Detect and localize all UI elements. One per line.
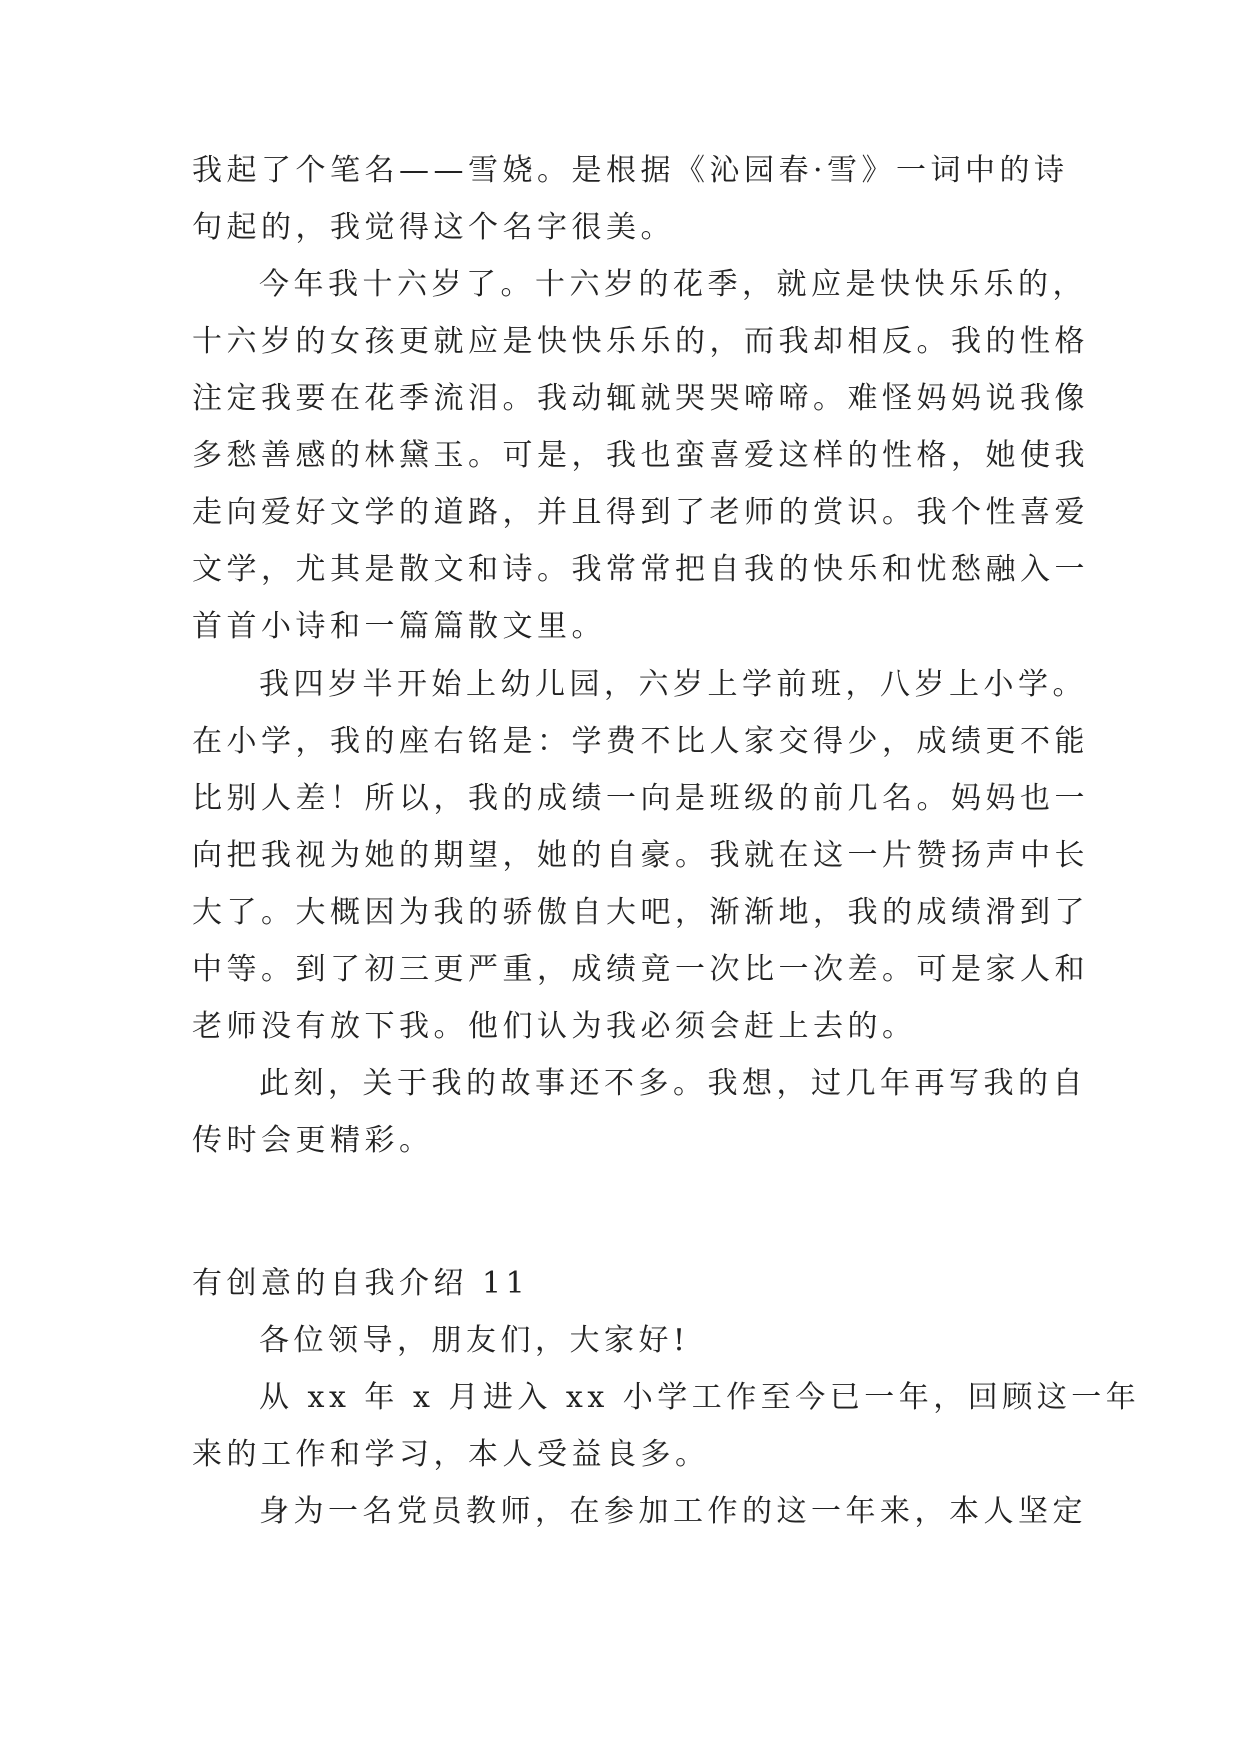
- text-line: 多愁善感的林黛玉。可是，我也蛮喜爱这样的性格，她使我: [192, 438, 1089, 473]
- text-line: 首首小诗和一篇篇散文里。: [192, 609, 606, 644]
- text-line: 从 xx 年 x 月进入 xx 小学工作至今已一年，回顾这一年: [259, 1380, 1141, 1415]
- text-line: 老师没有放下我。他们认为我必须会赶上去的。: [192, 1009, 917, 1044]
- text-line: 今年我十六岁了。十六岁的花季，就应是快快乐乐的，: [259, 267, 1087, 302]
- text-line: 我四岁半开始上幼儿园，六岁上学前班，八岁上小学。: [259, 667, 1087, 702]
- section-heading: 有创意的自我介绍 11: [192, 1266, 530, 1301]
- text-line: 十六岁的女孩更就应是快快乐乐的，而我却相反。我的性格: [192, 324, 1089, 359]
- text-line: 此刻，关于我的故事还不多。我想，过几年再写我的自: [259, 1066, 1087, 1101]
- text-line: 句起的，我觉得这个名字很美。: [192, 210, 675, 245]
- text-line: 来的工作和学习，本人受益良多。: [192, 1437, 710, 1472]
- text-line: 身为一名党员教师，在参加工作的这一年来，本人坚定: [259, 1494, 1087, 1529]
- text-line: 各位领导，朋友们，大家好!: [259, 1323, 690, 1358]
- text-line: 比别人差！所以，我的成绩一向是班级的前几名。妈妈也一: [192, 781, 1089, 816]
- text-line: 在小学，我的座右铭是：学费不比人家交得少，成绩更不能: [192, 724, 1089, 759]
- text-line: 中等。到了初三更严重，成绩竟一次比一次差。可是家人和: [192, 952, 1089, 987]
- text-line: 向把我视为她的期望，她的自豪。我就在这一片赞扬声中长: [192, 838, 1089, 873]
- text-line: 注定我要在花季流泪。我动辄就哭哭啼啼。难怪妈妈说我像: [192, 381, 1089, 416]
- text-line: 大了。大概因为我的骄傲自大吧，渐渐地，我的成绩滑到了: [192, 895, 1089, 930]
- text-line: 我起了个笔名——雪娆。是根据《沁园春·雪》一词中的诗: [192, 153, 1069, 188]
- text-line: 文学，尤其是散文和诗。我常常把自我的快乐和忧愁融入一: [192, 552, 1089, 587]
- text-line: 传时会更精彩。: [192, 1123, 434, 1158]
- text-line: 走向爱好文学的道路，并且得到了老师的赏识。我个性喜爱: [192, 495, 1089, 530]
